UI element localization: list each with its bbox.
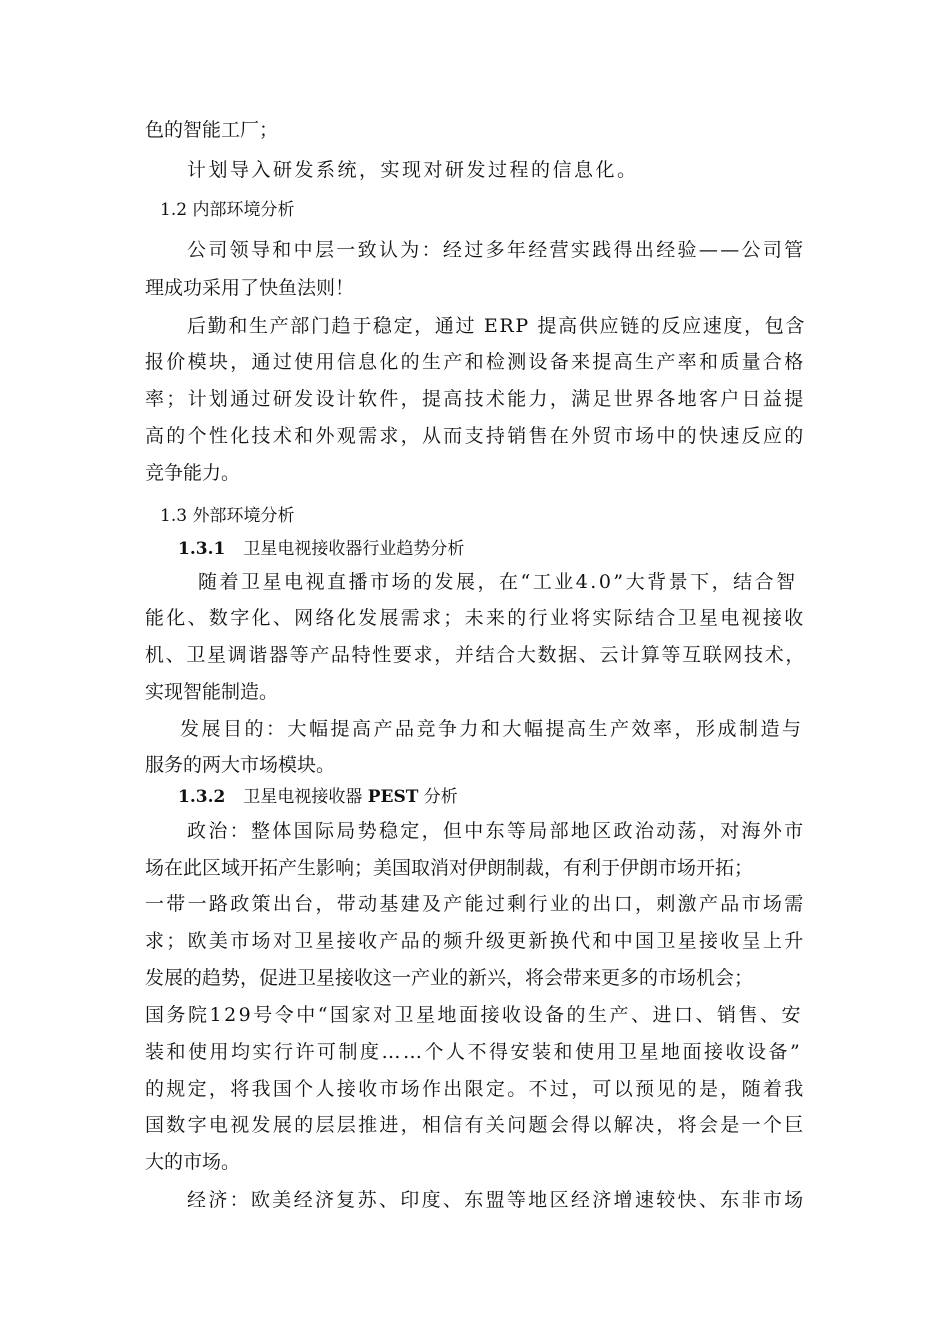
paragraph-line: 求；欧美市场对卫星接收产品的频升级更新换代和中国卫星接收呈上升 <box>145 930 806 952</box>
paragraph-line: 发展目的：大幅提高产品竞争力和大幅提高生产效率，形成制造与 <box>180 718 804 740</box>
paragraph-line: 装和使用均实行许可制度……个人不得安装和使用卫星地面接收设备” <box>145 1041 803 1063</box>
paragraph-line: 国数字电视发展的层层推进，相信有关问题会得以解决，将会是一个巨 <box>145 1114 806 1136</box>
paragraph-line: 理成功采用了快鱼法则！ <box>145 277 355 299</box>
heading-number: 1.3.1 <box>178 539 226 559</box>
paragraph-line: 计划导入研发系统，实现对研发过程的信息化。 <box>187 159 639 181</box>
heading-number: 1.3.2 <box>178 787 226 807</box>
paragraph-line: 场在此区域开拓产生影响；美国取消对伊朗制裁，有利于伊朗市场开拓； <box>145 857 754 879</box>
paragraph-line: 的规定，将我国个人接收市场作出限定。不过，可以预见的是，随着我 <box>145 1078 806 1100</box>
paragraph-line: 实现智能制造。 <box>145 681 279 703</box>
paragraph-line: 发展的趋势，促进卫星接收这一产业的新兴，将会带来更多的市场机会； <box>145 967 754 989</box>
paragraph-line: 率；计划通过研发设计软件，提高技术能力，满足世界各地客户日益提 <box>145 388 806 410</box>
heading-bold-text: PEST <box>367 787 419 807</box>
subsection-heading-1-3-1 <box>178 537 464 561</box>
paragraph-line: 竞争能力。 <box>145 462 241 484</box>
paragraph-line: 报价模块，通过使用信息化的生产和检测设备来提高生产率和质量合格 <box>145 351 806 373</box>
paragraph-line: 公司领导和中层一致认为：经过多年经营实践得出经验——公司管 <box>187 239 806 261</box>
paragraph-line: 经济：欧美经济复苏、印度、东盟等地区经济增速较快、东非市场 <box>187 1189 806 1211</box>
paragraph-line: 大的市场。 <box>145 1151 241 1173</box>
paragraph-line: 色的智能工厂； <box>145 119 279 141</box>
paragraph-line: 国务院129号令中“国家对卫星地面接收设备的生产、进口、销售、安 <box>145 1004 803 1026</box>
heading-text: 卫星电视接收器 <box>243 787 368 807</box>
section-heading-1-2: 1.2 内部环境分析 <box>160 200 295 220</box>
section-heading-1-3: 1.3 外部环境分析 <box>160 506 295 526</box>
paragraph-line: 能化、数字化、网络化发展需求；未来的行业将实际结合卫星电视接收 <box>145 607 806 629</box>
paragraph-line: 机、卫星调谐器等产品特性要求，并结合大数据、云计算等互联网技术， <box>145 644 807 666</box>
paragraph-line: 一带一路政策出台，带动基建及产能过剩行业的出口，刺激产品市场需 <box>145 893 806 915</box>
paragraph-line: 随着卫星电视直播市场的发展，在“工业4.0”大背景下，结合智 <box>198 571 798 593</box>
paragraph-line: 高的个性化技术和外观需求，从而支持销售在外贸市场中的快速反应的 <box>145 425 806 447</box>
subsection-heading-1-3-2 <box>178 785 458 809</box>
heading-text-suffix: 分析 <box>418 787 458 807</box>
paragraph-line: 政治：整体国际局势稳定，但中东等局部地区政治动荡，对海外市 <box>187 820 806 842</box>
paragraph-line: 服务的两大市场模块。 <box>145 754 336 776</box>
paragraph-line: 后勤和生产部门趋于稳定，通过 ERP 提高供应链的反应速度，包含 <box>187 315 807 337</box>
heading-text: 卫星电视接收器行业趋势分析 <box>243 539 465 559</box>
